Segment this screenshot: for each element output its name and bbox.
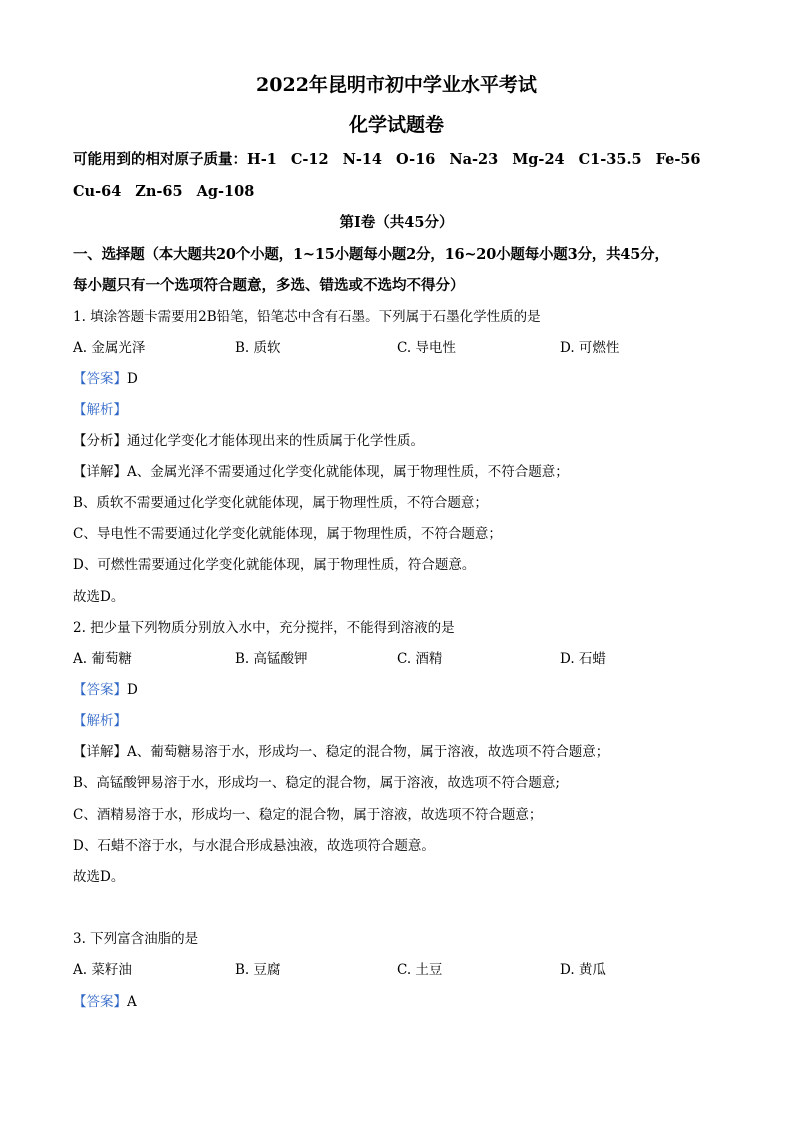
question-1-option-c: C. 导电性 — [397, 340, 456, 356]
question-1-option-a: A. 金属光泽 — [73, 340, 146, 356]
atomic-mass-row-1 — [73, 150, 753, 170]
question-2-option-a: A. 葡萄糖 — [73, 651, 132, 667]
detail-tag: 【详解】 — [73, 744, 127, 760]
question-1-detail-c: C、导电性不需要通过化学变化就能体现，属于物理性质，不符合题意； — [73, 526, 502, 542]
question-2-answer — [73, 680, 753, 700]
question-1-conclusion: 故选D。 — [73, 589, 125, 605]
question-3-answer — [73, 992, 753, 1012]
question-3-option-c: C. 土豆 — [397, 962, 443, 978]
page-subtitle: 化学试题卷 — [348, 114, 444, 136]
question-2-detail-b: B、高锰酸钾易溶于水，形成均一、稳定的混合物，属于溶液，故选项不符合题意; — [73, 775, 560, 791]
question-2-option-c: C. 酒精 — [397, 651, 443, 667]
question-3-stem: 3. 下列富含油脂的是 — [73, 931, 199, 947]
analysis-tag: 【解析】 — [73, 402, 127, 418]
answer-tag: 【答案】 — [73, 994, 127, 1010]
question-3-option-a: A. 菜籽油 — [73, 962, 132, 978]
question-3-option-b: B. 豆腐 — [235, 962, 281, 978]
atomic-mass-label: 可能用到的相对原子质量： — [73, 151, 247, 168]
question-2-detail-d: D、石蜡不溶于水，与水混合形成悬浊液，故选项符合题意。 — [73, 838, 435, 854]
atomic-mass-row-2 — [73, 182, 753, 202]
question-2-conclusion: 故选D。 — [73, 869, 125, 885]
question-1-stem: 1. 填涂答题卡需要用2B铅笔，铅笔芯中含有石墨。下列属于石墨化学性质的是 — [73, 309, 541, 325]
answer-value: D — [127, 682, 138, 698]
question-1-answer — [73, 369, 753, 389]
atomic-mass-item: Na-23 — [449, 151, 499, 168]
atomic-mass-item: Ag-108 — [196, 183, 255, 200]
answer-value: D — [127, 371, 138, 387]
question-1-option-b: B. 质软 — [235, 340, 281, 356]
question-2-stem: 2. 把少量下列物质分别放入水中，充分搅拌，不能得到溶液的是 — [73, 620, 455, 636]
atomic-mass-item: H-1 — [247, 151, 277, 168]
question-2-analysis — [73, 711, 753, 731]
answer-tag: 【答案】 — [73, 682, 127, 698]
volume-title: 第Ⅰ卷（共45分） — [339, 214, 454, 231]
question-2-option-b: B. 高锰酸钾 — [235, 651, 308, 667]
atomic-mass-item: C-12 — [290, 151, 329, 168]
answer-value: A — [127, 994, 137, 1010]
fenxi-tag: 【分析】 — [73, 433, 127, 449]
fenxi-text: 通过化学变化才能体现出来的性质属于化学性质。 — [127, 433, 424, 449]
question-1-analysis — [73, 400, 753, 420]
question-1-detail-d: D、可燃性需要通过化学变化就能体现，属于物理性质，符合题意。 — [73, 557, 476, 573]
question-3-option-d: D. 黄瓜 — [560, 962, 606, 978]
detail-text: A、金属光泽不需要通过化学变化就能体现，属于物理性质，不符合题意； — [127, 464, 569, 480]
question-2-option-d: D. 石蜡 — [560, 651, 606, 667]
question-2-detail-c: C、酒精易溶于水，形成均一、稳定的混合物，属于溶液，故选项不符合题意； — [73, 807, 543, 823]
section-instructions-line-2: 每小题只有一个选项符合题意，多选、错选或不选均不得分） — [73, 277, 465, 294]
atomic-mass-item: Fe-56 — [655, 151, 701, 168]
atomic-mass-item: Mg-24 — [512, 151, 565, 168]
answer-tag: 【答案】 — [73, 371, 127, 387]
atomic-mass-item: Cu-64 — [73, 183, 122, 200]
question-1-fenxi — [73, 431, 753, 451]
question-1-detail-a — [73, 462, 753, 482]
analysis-tag: 【解析】 — [73, 713, 127, 729]
atomic-mass-item: Zn-65 — [135, 183, 183, 200]
detail-text: A、葡萄糖易溶于水，形成均一、稳定的混合物，属于溶液，故选项不符合题意； — [127, 744, 610, 760]
atomic-mass-item: C1-35.5 — [578, 151, 642, 168]
detail-tag: 【详解】 — [73, 464, 127, 480]
atomic-mass-item: N-14 — [342, 151, 383, 168]
atomic-mass-item: O-16 — [396, 151, 436, 168]
page-title: 2022年昆明市初中学业水平考试 — [256, 74, 537, 96]
section-instructions-line-1: 一、选择题（本大题共20个小题，1~15小题每小题2分，16~20小题每小题3分，共45分， — [73, 246, 669, 263]
question-2-detail-a — [73, 742, 753, 762]
question-1-detail-b: B、质软不需要通过化学变化就能体现，属于物理性质，不符合题意； — [73, 495, 488, 511]
question-1-option-d: D. 可燃性 — [560, 340, 620, 356]
